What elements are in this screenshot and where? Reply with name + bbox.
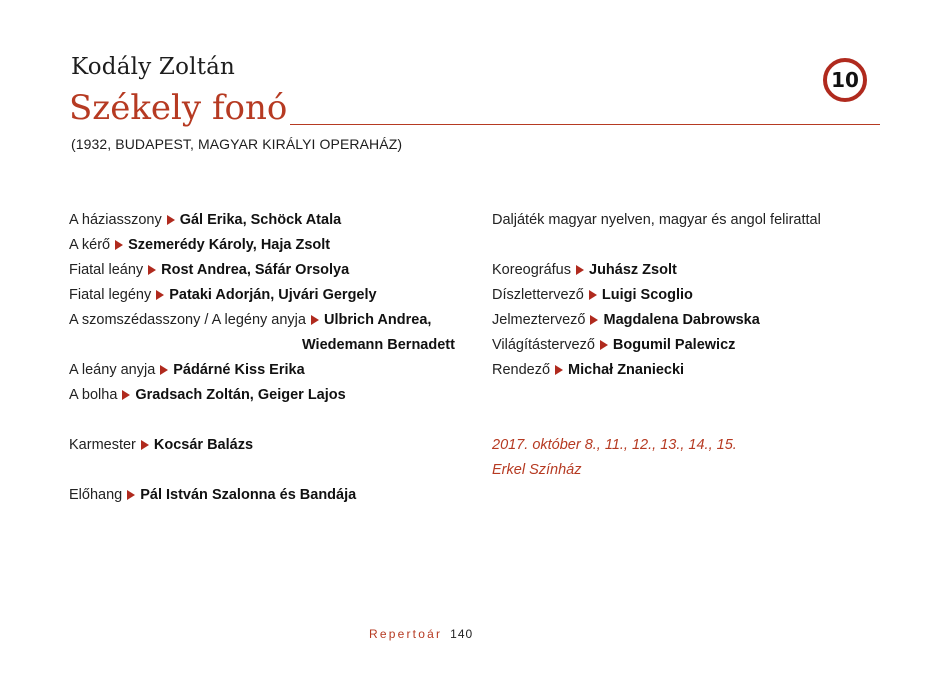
arrow-icon <box>167 215 175 225</box>
cast-row: A háziasszony Gál Erika, Schöck Atala <box>69 212 342 228</box>
arrow-icon <box>576 265 584 275</box>
performance-venue: Erkel Színház <box>492 462 582 478</box>
arrow-icon <box>160 365 168 375</box>
section-label: Repertoár <box>369 627 443 641</box>
cast-row: Fiatal leány Rost Andrea, Sáfár Orsolya <box>69 262 350 278</box>
conductor-row: Karmester Kocsár Balázs <box>69 437 254 453</box>
cast-row: A bolha Gradsach Zoltán, Geiger Lajos <box>69 387 346 403</box>
arrow-icon <box>122 390 130 400</box>
arrow-icon <box>115 240 123 250</box>
spacer <box>69 458 469 483</box>
number-badge: 10 <box>823 58 867 102</box>
page-title: Székely fonó <box>69 88 288 128</box>
cast-row: A kérő Szemerédy Károly, Haja Zsolt <box>69 237 331 253</box>
premiere-subtitle: (1932, BUDAPEST, MAGYAR KIRÁLYI OPERAHÁZ) <box>71 136 403 152</box>
arrow-icon <box>555 365 563 375</box>
creative-row: Jelmeztervező Magdalena Dabrowska <box>492 312 760 328</box>
cast-row: Fiatal legény Pataki Adorján, Ujvári Gergely <box>69 287 377 303</box>
creative-row: Világítástervező Bogumil Palewicz <box>492 337 736 353</box>
performance-dates: 2017. október 8., 11., 12., 13., 14., 15. <box>492 437 737 453</box>
arrow-icon <box>141 440 149 450</box>
arrow-icon <box>156 290 164 300</box>
spacer <box>492 408 892 433</box>
arrow-icon <box>589 290 597 300</box>
cast-row: A szomszédasszony / A legény anyja Ulbrich Andrea, <box>69 312 432 328</box>
page-number: 140 <box>450 627 474 641</box>
creative-row: Rendező Michał Znaniecki <box>492 362 685 378</box>
cast-row: A leány anyja Pádárné Kiss Erika <box>69 362 305 378</box>
creative-row: Díszlettervező Luigi Scoglio <box>492 287 693 303</box>
spacer <box>492 383 892 408</box>
cast-row-continuation: Wiedemann Bernadett <box>302 337 455 353</box>
arrow-icon <box>148 265 156 275</box>
composer-name: Kodály Zoltán <box>71 54 236 80</box>
arrow-icon <box>311 315 319 325</box>
title-underline <box>290 124 880 125</box>
spacer <box>69 408 469 433</box>
prelude-row: Előhang Pál István Szalonna és Bandája <box>69 487 357 503</box>
arrow-icon <box>590 315 598 325</box>
page-footer <box>369 627 473 641</box>
cast-column <box>69 208 469 508</box>
arrow-icon <box>600 340 608 350</box>
creative-row: Koreográfus Juhász Zsolt <box>492 262 677 278</box>
arrow-icon <box>127 490 135 500</box>
creative-column <box>492 208 892 483</box>
spacer <box>492 233 892 258</box>
language-note: Daljáték magyar nyelven, magyar és angol felirattal <box>492 212 821 228</box>
